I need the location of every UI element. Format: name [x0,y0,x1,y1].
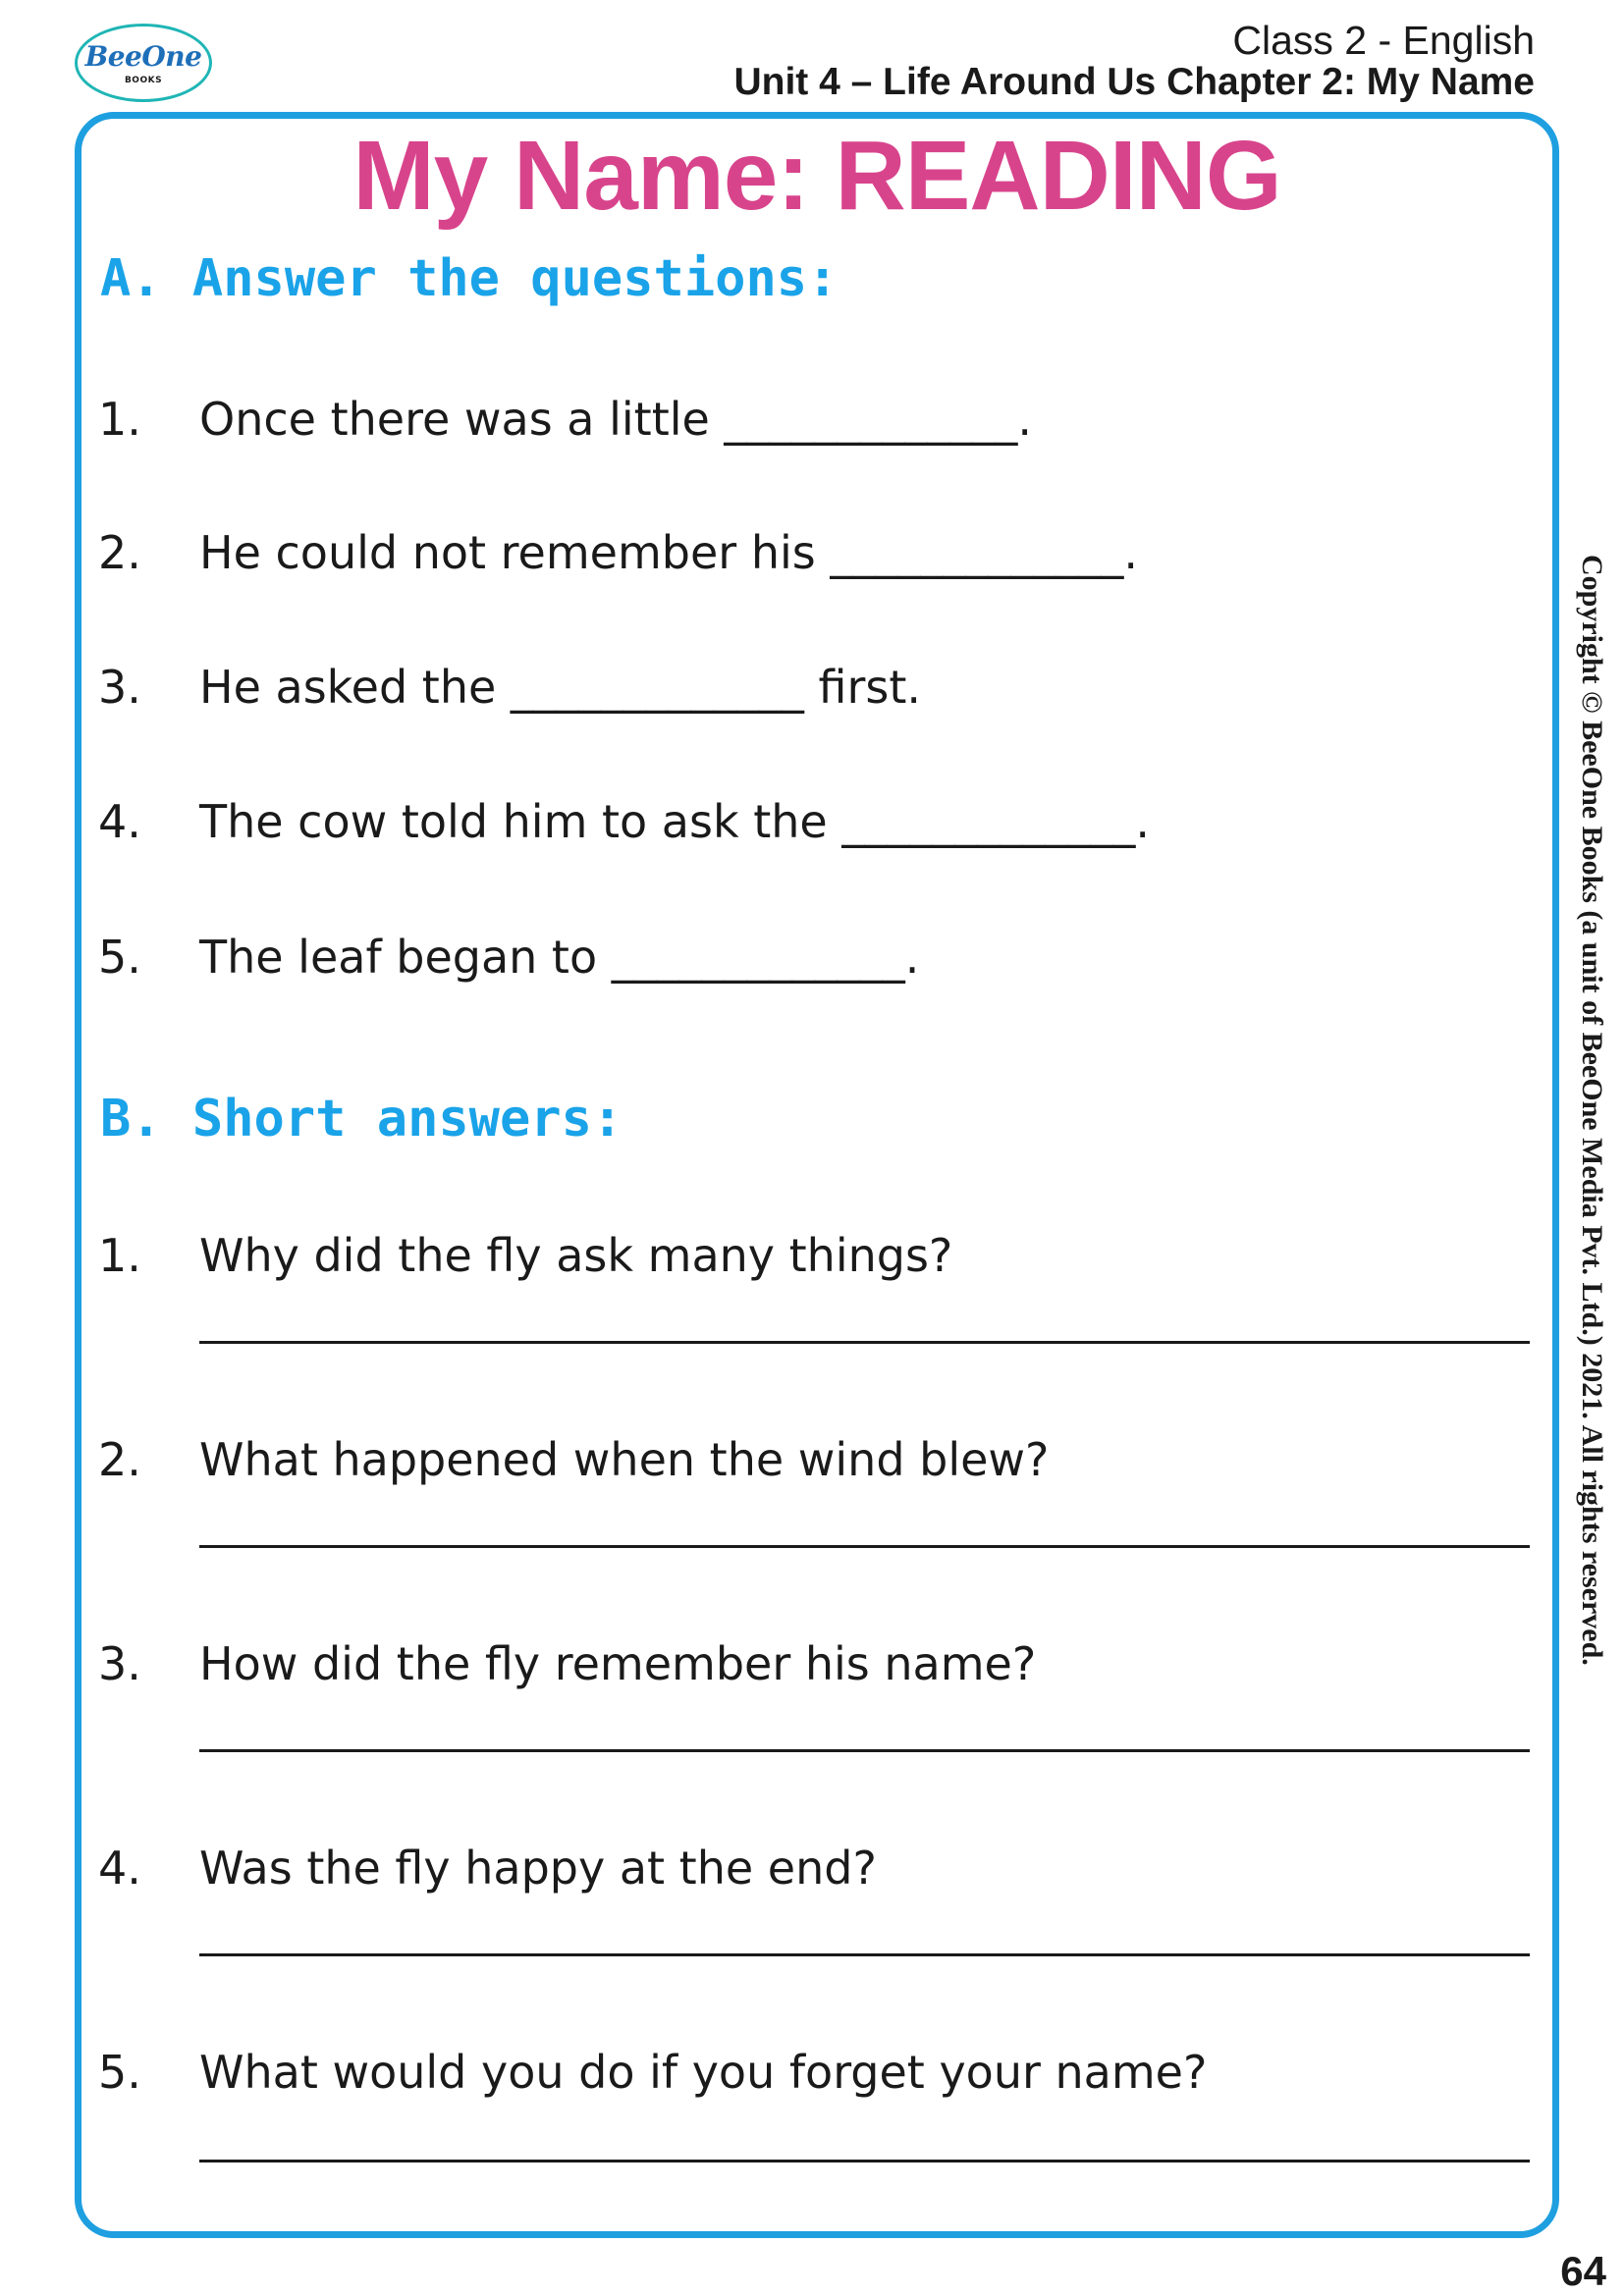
section-a-heading: A. Answer the questions: [100,249,839,308]
section-a-question-number: 2. [98,526,141,579]
section-b-question-number: 2. [98,1433,141,1486]
section-b-question-text: Was the fly happy at the end? [199,1842,877,1895]
answer-line[interactable] [199,1953,1530,1956]
section-a-question-text: The cow told him to ask the _____________. [199,795,1150,848]
answer-line[interactable] [199,1341,1530,1344]
section-a-question-number: 3. [98,661,141,714]
logo-name: BeeOne [84,40,202,73]
section-a-question-number: 1. [98,393,141,446]
copyright-notice: Copyright © BeeOne Books (a unit of BeeOne Media Pvt. Ltd.) 2021. All rights reserved. [1576,555,1608,1666]
page-title: My Name: READING [352,121,1281,231]
answer-line[interactable] [199,1545,1530,1548]
section-b-question-text: How did the fly remember his name? [199,1637,1037,1690]
section-a-question-number: 4. [98,795,141,848]
section-b-question-text: Why did the fly ask many things? [199,1229,953,1282]
section-b-heading: B. Short answers: [100,1090,623,1148]
page-number: 64 [1560,2248,1606,2294]
section-b-question-text: What would you do if you forget your name? [199,2046,1208,2099]
answer-line[interactable] [199,2160,1530,2163]
section-b-question-number: 3. [98,1637,141,1690]
unit-label: Unit 4 – Life Around Us Chapter 2: My Name [733,61,1535,103]
section-b-question-number: 5. [98,2046,141,2099]
answer-line[interactable] [199,1749,1530,1752]
section-b-question-number: 4. [98,1842,141,1895]
section-a-question-text: The leaf began to _____________. [199,931,920,984]
section-a-question-number: 5. [98,931,141,984]
section-b-question-number: 1. [98,1229,141,1282]
section-a-question-text: Once there was a little _____________. [199,393,1033,446]
logo-subtitle: BOOKS [124,76,163,85]
class-label: Class 2 - English [1232,18,1535,63]
section-a-question-text: He could not remember his _____________. [199,526,1138,579]
section-a-question-text: He asked the _____________ first. [199,661,922,714]
section-b-question-text: What happened when the wind blew? [199,1433,1050,1486]
brand-logo [75,24,212,102]
